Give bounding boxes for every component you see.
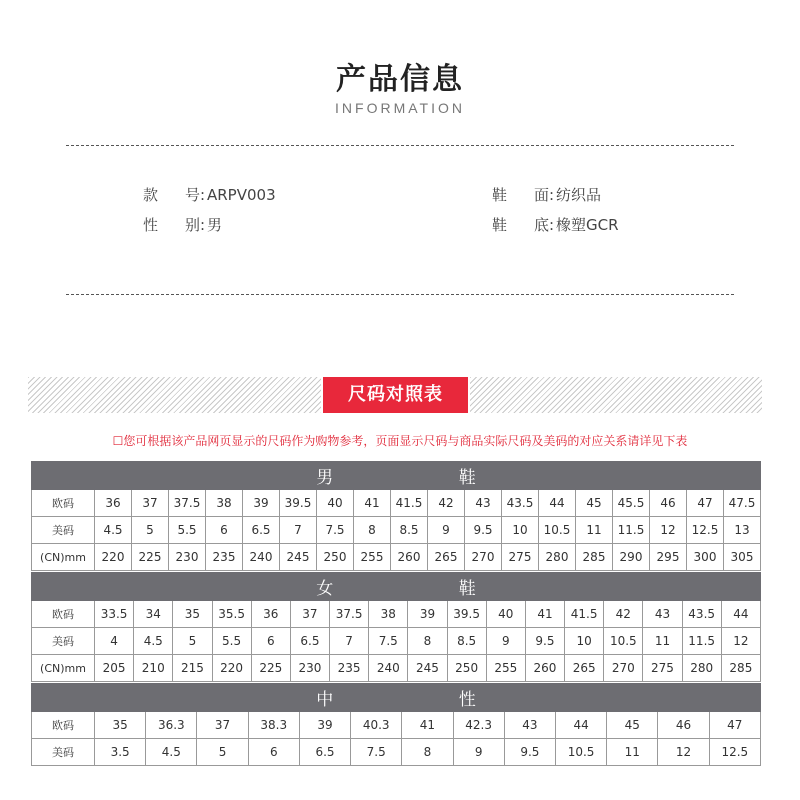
info-model-key1: 款 [143, 186, 159, 204]
size-cell: 12 [721, 628, 760, 655]
size-cell: 39.5 [447, 601, 486, 628]
stripe-right [470, 377, 762, 413]
row-label: 美码 [32, 628, 95, 655]
size-cell: 6 [206, 517, 243, 544]
size-cell: 39 [408, 601, 447, 628]
size-cell: 37 [132, 490, 169, 517]
size-cell: 260 [391, 544, 428, 571]
page-title: 产品信息 [336, 62, 464, 97]
size-cell: 4.5 [146, 739, 197, 766]
size-cell: 6.5 [243, 517, 280, 544]
size-cell: 215 [173, 655, 212, 682]
size-cell: 37.5 [169, 490, 206, 517]
divider-bottom [66, 294, 734, 295]
size-cell: 5 [132, 517, 169, 544]
divider-top [66, 145, 734, 146]
info-model [143, 184, 276, 205]
size-cell: 4.5 [95, 517, 132, 544]
size-cell: 205 [95, 655, 134, 682]
size-cell: 9.5 [525, 628, 564, 655]
size-cell: 35 [173, 601, 212, 628]
table-row [32, 544, 761, 571]
size-cell: 225 [251, 655, 290, 682]
size-cell: 11 [643, 628, 682, 655]
size-cell: 285 [721, 655, 760, 682]
size-cell: 7.5 [351, 739, 402, 766]
size-cell: 11 [576, 517, 613, 544]
table-row [32, 601, 761, 628]
size-cell: 6.5 [299, 739, 350, 766]
row-label: 美码 [32, 739, 95, 766]
size-cell: 9 [486, 628, 525, 655]
info-upper-value: 纺织品 [556, 186, 602, 204]
size-cell: 235 [206, 544, 243, 571]
size-cell: 45.5 [613, 490, 650, 517]
size-cell: 12 [650, 517, 687, 544]
size-cell: 8.5 [447, 628, 486, 655]
size-cell: 13 [724, 517, 761, 544]
size-cell: 10.5 [604, 628, 643, 655]
size-cell: 46 [658, 712, 709, 739]
size-cell: 39.5 [280, 490, 317, 517]
size-cell: 9 [428, 517, 465, 544]
info-upper [492, 184, 601, 205]
size-cell: 230 [290, 655, 329, 682]
size-cell: 10.5 [555, 739, 606, 766]
table-row [32, 712, 761, 739]
size-cell: 45 [576, 490, 613, 517]
info-gender-key1: 性 [143, 216, 159, 234]
unisex-title-row [32, 684, 761, 712]
size-cell: 6 [251, 628, 290, 655]
size-cell: 270 [465, 544, 502, 571]
size-cell: 245 [408, 655, 447, 682]
size-cell: 36.3 [146, 712, 197, 739]
size-cell: 43 [643, 601, 682, 628]
size-cell: 260 [525, 655, 564, 682]
size-cell: 300 [687, 544, 724, 571]
size-cell: 43 [504, 712, 555, 739]
size-cell: 245 [280, 544, 317, 571]
info-sole-key2: 底: [534, 216, 555, 234]
size-cell: 6.5 [290, 628, 329, 655]
size-cell: 35 [95, 712, 146, 739]
info-model-value: ARPV003 [207, 186, 276, 204]
size-cell: 295 [650, 544, 687, 571]
size-cell: 36 [251, 601, 290, 628]
table-row [32, 490, 761, 517]
row-label: (CN)mm [32, 544, 95, 571]
size-cell: 8.5 [391, 517, 428, 544]
size-cell: 265 [428, 544, 465, 571]
size-cell: 265 [565, 655, 604, 682]
size-cell: 9.5 [465, 517, 502, 544]
size-cell: 4.5 [134, 628, 173, 655]
men-table-body [32, 462, 761, 571]
size-cell: 9.5 [504, 739, 555, 766]
table-row [32, 517, 761, 544]
info-sole-key1: 鞋 [492, 216, 508, 234]
row-label: 欧码 [32, 712, 95, 739]
size-cell: 47 [687, 490, 724, 517]
men-size-table [31, 461, 761, 571]
women-table-title: 女 鞋 [32, 573, 761, 601]
size-cell: 43.5 [682, 601, 721, 628]
size-notice: ☐您可根据该产品网页显示的尺码作为购物参考，页面显示尺码与商品实际尺码及美码的对应关系请详见下表 [112, 434, 688, 448]
size-cell: 43 [465, 490, 502, 517]
size-cell: 290 [613, 544, 650, 571]
size-cell: 5 [197, 739, 248, 766]
size-cell: 8 [408, 628, 447, 655]
size-cell: 10 [565, 628, 604, 655]
size-cell: 38.3 [248, 712, 299, 739]
size-cell: 41.5 [565, 601, 604, 628]
unisex-table-title: 中 性 [32, 684, 761, 712]
size-cell: 4 [95, 628, 134, 655]
size-cell: 250 [317, 544, 354, 571]
size-cell: 6 [248, 739, 299, 766]
men-table-title: 男 鞋 [32, 462, 761, 490]
table-row [32, 628, 761, 655]
size-cell: 44 [555, 712, 606, 739]
info-upper-key1: 鞋 [492, 186, 508, 204]
size-cell: 275 [643, 655, 682, 682]
size-cell: 280 [539, 544, 576, 571]
size-cell: 220 [212, 655, 251, 682]
size-cell: 7 [280, 517, 317, 544]
size-cell: 35.5 [212, 601, 251, 628]
size-cell: 235 [330, 655, 369, 682]
unisex-table-body [32, 684, 761, 766]
size-cell: 46 [650, 490, 687, 517]
size-cell: 40.3 [351, 712, 402, 739]
size-cell: 42 [428, 490, 465, 517]
size-cell: 12.5 [709, 739, 760, 766]
size-cell: 47 [709, 712, 760, 739]
table-row [32, 655, 761, 682]
size-cell: 240 [243, 544, 280, 571]
size-cell: 41 [354, 490, 391, 517]
size-cell: 5.5 [169, 517, 206, 544]
size-cell: 5.5 [212, 628, 251, 655]
men-title-row [32, 462, 761, 490]
info-upper-key2: 面: [534, 186, 555, 204]
size-cell: 305 [724, 544, 761, 571]
women-title-row [32, 573, 761, 601]
size-cell: 11.5 [682, 628, 721, 655]
info-gender [143, 214, 222, 235]
size-cell: 275 [502, 544, 539, 571]
stripe-left [28, 377, 321, 413]
size-cell: 39 [299, 712, 350, 739]
size-cell: 42.3 [453, 712, 504, 739]
page-subtitle: INFORMATION [335, 100, 465, 116]
size-cell: 8 [354, 517, 391, 544]
women-table-body [32, 573, 761, 682]
table-row [32, 739, 761, 766]
size-cell: 11 [607, 739, 658, 766]
women-size-table [31, 572, 761, 682]
size-cell: 225 [132, 544, 169, 571]
size-cell: 240 [369, 655, 408, 682]
size-cell: 44 [721, 601, 760, 628]
size-cell: 43.5 [502, 490, 539, 517]
size-cell: 255 [354, 544, 391, 571]
size-cell: 34 [134, 601, 173, 628]
info-sole [492, 214, 619, 235]
size-cell: 9 [453, 739, 504, 766]
size-cell: 10.5 [539, 517, 576, 544]
size-cell: 45 [607, 712, 658, 739]
size-cell: 7.5 [317, 517, 354, 544]
size-chart-banner: 尺码对照表 [323, 377, 468, 413]
size-cell: 270 [604, 655, 643, 682]
size-cell: 250 [447, 655, 486, 682]
size-cell: 12.5 [687, 517, 724, 544]
size-cell: 40 [486, 601, 525, 628]
size-cell: 7 [330, 628, 369, 655]
size-cell: 47.5 [724, 490, 761, 517]
info-sole-value: 橡塑GCR [556, 216, 619, 234]
row-label: 美码 [32, 517, 95, 544]
size-cell: 10 [502, 517, 539, 544]
size-cell: 5 [173, 628, 212, 655]
size-cell: 230 [169, 544, 206, 571]
size-cell: 44 [539, 490, 576, 517]
size-cell: 12 [658, 739, 709, 766]
size-cell: 41 [402, 712, 453, 739]
size-cell: 37 [197, 712, 248, 739]
info-model-key2: 号: [185, 186, 206, 204]
size-cell: 38 [206, 490, 243, 517]
info-gender-value: 男 [207, 216, 223, 234]
unisex-size-table [31, 683, 761, 766]
size-cell: 285 [576, 544, 613, 571]
info-gender-key2: 别: [185, 216, 206, 234]
size-cell: 3.5 [95, 739, 146, 766]
size-cell: 37.5 [330, 601, 369, 628]
size-cell: 255 [486, 655, 525, 682]
size-cell: 40 [317, 490, 354, 517]
size-cell: 37 [290, 601, 329, 628]
size-cell: 220 [95, 544, 132, 571]
row-label: 欧码 [32, 601, 95, 628]
size-cell: 39 [243, 490, 280, 517]
size-cell: 8 [402, 739, 453, 766]
row-label: 欧码 [32, 490, 95, 517]
size-cell: 33.5 [95, 601, 134, 628]
size-cell: 41.5 [391, 490, 428, 517]
size-cell: 36 [95, 490, 132, 517]
row-label: (CN)mm [32, 655, 95, 682]
size-cell: 7.5 [369, 628, 408, 655]
size-cell: 210 [134, 655, 173, 682]
size-cell: 42 [604, 601, 643, 628]
size-cell: 280 [682, 655, 721, 682]
size-cell: 38 [369, 601, 408, 628]
size-cell: 41 [525, 601, 564, 628]
size-cell: 11.5 [613, 517, 650, 544]
